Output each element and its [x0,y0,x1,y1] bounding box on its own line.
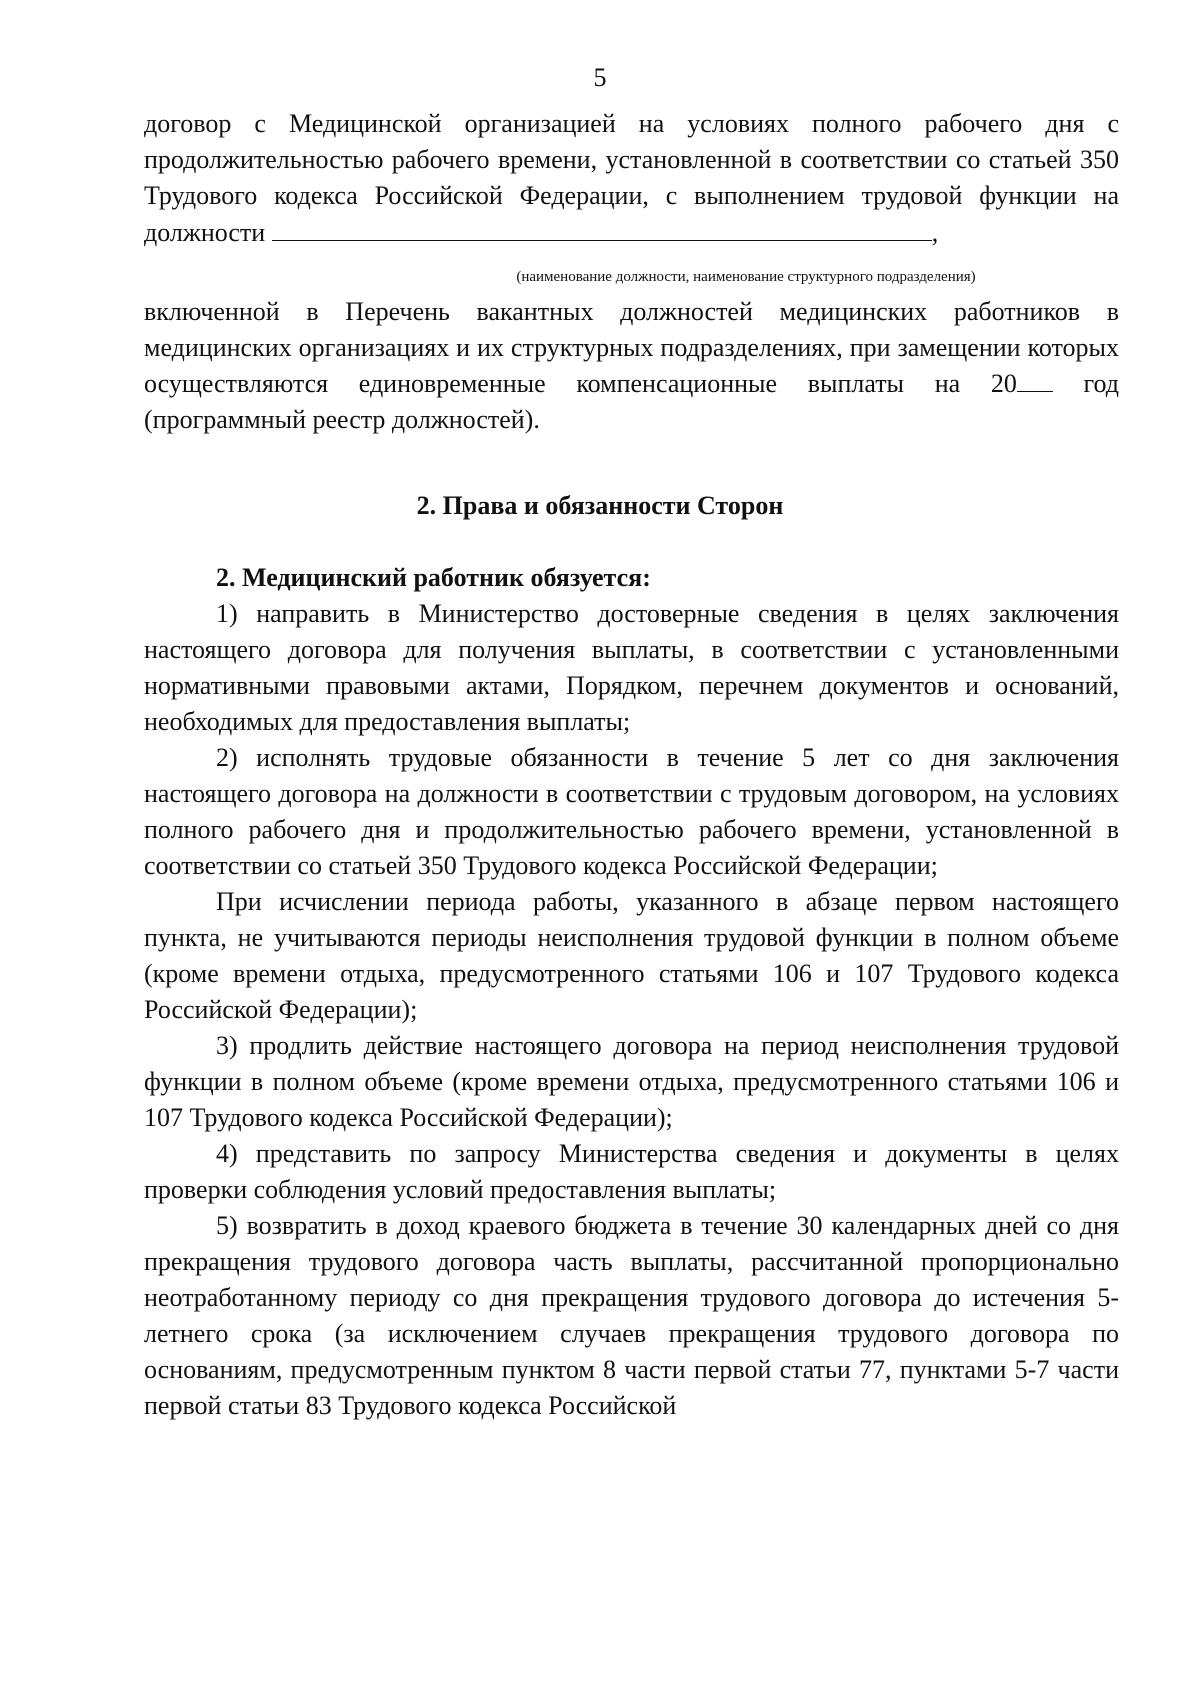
intro-text-2-end: год (программный реестр должностей). [144,369,1119,434]
list-item: 4) представить по запросу Министерства сведения и документы в целях проверки соблюдения условий предоставления выплаты; [144,1139,1119,1204]
blank-caption: (наименование должности, наименование структурного подразделения) [516,269,976,285]
page-number: 5 [593,63,607,92]
subsection-heading: 2. Медицинский работник обязуется: [216,563,651,592]
intro-paragraph-1 [144,106,1119,251]
list-item: 3) продлить действие настоящего договора на период неисполнения трудовой функции в полном объеме (кроме времени отдыха, предусмотренного статьями 106 и 107 Трудового кодекса Российской Федерации); [144,1031,1119,1132]
intro-text-end: , [931,218,939,247]
list-item: При исчислении периода работы, указанного в абзаце первом настоящего пункта, не учитываются периоды неисполнения трудовой функции в полном объеме (кроме времени отдыха, предусмотренного статьями 106 и 107 Трудового кодекса Российской Федерации); [144,887,1119,1024]
intro-text: договор с Медицинской организацией на условиях полного рабочего дня с продолжительностью рабочего времени, установленной в соответствии со статьей 350 Трудового кодекса Российской Федерации, с выполнением трудовой функции на должности [144,109,1119,247]
position-blank-line [272,214,932,241]
intro-paragraph-2 [144,294,1119,438]
section-body [144,560,1119,1424]
intro-text-2: включенной в Перечень вакантных должностей медицинских работников в медицинских организациях и их структурных подразделениях, при замещении которых осуществляются единовременные компенсационные выплаты на 20 [144,297,1119,398]
year-blank-line [1017,367,1053,392]
list-item: 1) направить в Министерство достоверные сведения в целях заключения настоящего договора для получения выплаты, в соответствии с установленными нормативными правовыми актами, Порядком, перечнем документов и оснований, необходимых для предоставления выплаты; [144,599,1119,736]
section-heading: 2. Права и обязанности Сторон [416,491,784,520]
list-item: 2) исполнять трудовые обязанности в течение 5 лет со дня заключения настоящего договора на должности в соответствии с трудовым договором, на условиях полного рабочего дня и продолжительностью рабочего времени, установленной в соответствии со статьей 350 Трудового кодекса Российской Федерации; [144,743,1119,880]
list-item: 5) возвратить в доход краевого бюджета в течение 30 календарных дней со дня прекращения трудового договора часть выплаты, рассчитанной пропорционально неотработанному периоду со дня прекращения трудового договора до истечения 5-летнего срока (за исключением случаев прекращения трудового договора по основаниям, предусмотренным пунктом 8 части первой статьи 77, пунктами 5-7 части первой статьи 83 Трудового кодекса Российской [144,1211,1119,1420]
